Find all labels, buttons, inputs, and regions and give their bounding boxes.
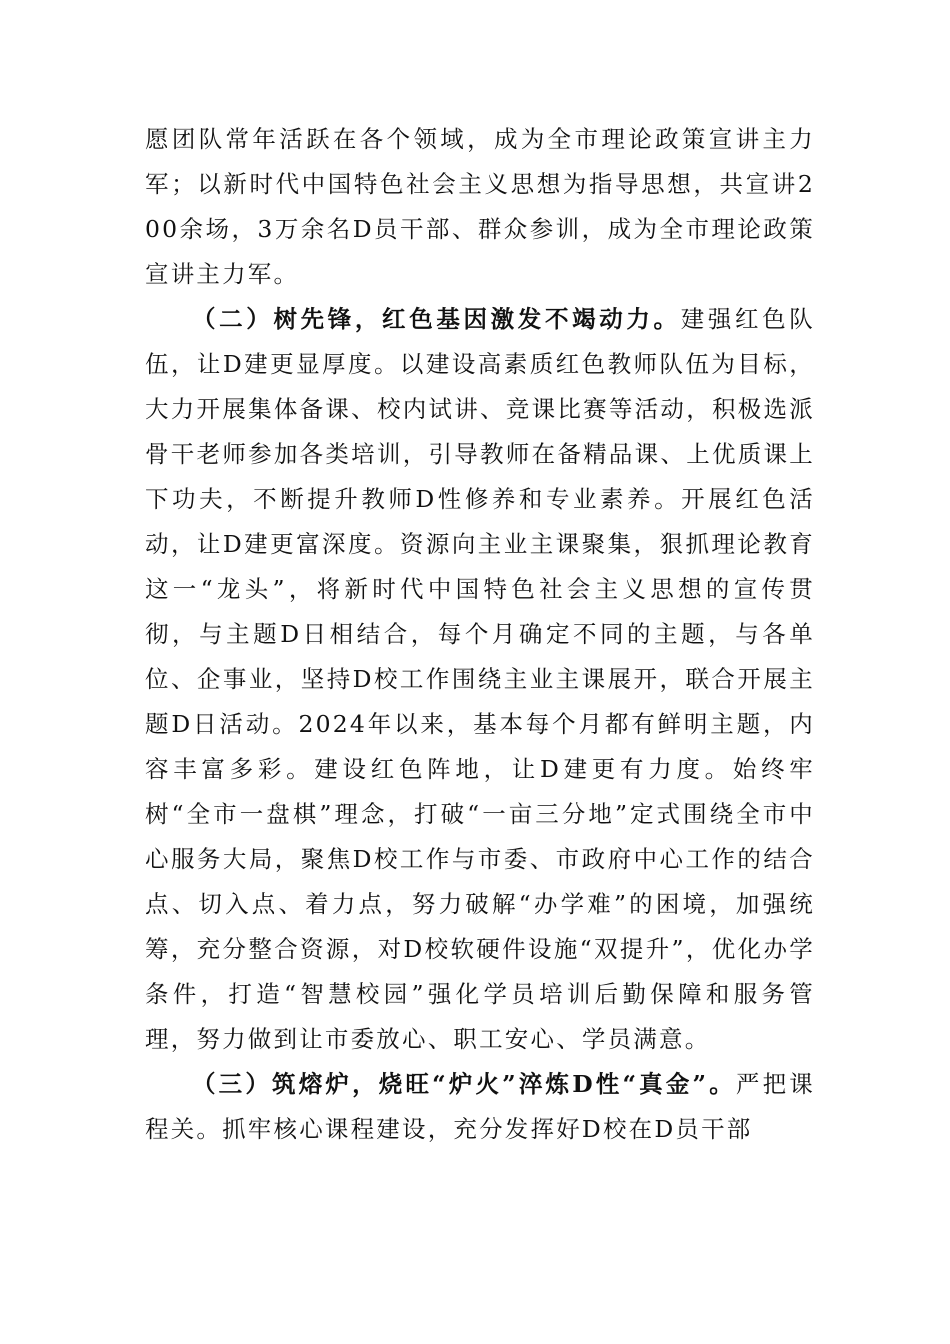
section-3-heading: （三）筑熔炉，烧旺“炉火”淬炼D性“真金”。 xyxy=(192,1070,736,1098)
section-2-text: 建强红色队伍，让D建更显厚度。以建设高素质红色教师队伍为目标，大力开展集体备课、校内试讲、竞课比赛等活动，积极选派骨干老师参加各类培训，引导教师在备精品课、上优质课上下功夫，不断提升教师D性修养和专业素养。开展红色活动，让D建更富深度。资源向主业主课聚集，狠抓理论教育这一“龙头”，将新时代中国特色社会主义思想的宣传贯彻，与主题D日相结合，每个月确定不同的主题，与各单位、企事业，坚持D校工作围绕主业主课展开，联合开展主题D日活动。2024年以来，基本每个月都有鲜明主题，内容丰富多彩。建设红色阵地，让D建更有力度。始终牢树“全市一盘棋”理念，打破“一亩三分地”定式围绕全市中心服务大局，聚焦D校工作与市委、市政府中心工作的结合点、切入点、着力点，努力破解“办学难”的困境，加强统筹，充分整合资源，对D校软硬件设施“双提升”，优化办学条件，打造“智慧校园”强化学员培训后勤保障和服务管理，努力做到让市委放心、职工安心、学员满意。 xyxy=(145,305,816,1053)
section-3-text: 严把课程关。抓牢核心课程建设，充分发挥好D校在D员干部 xyxy=(145,1070,815,1143)
paragraph-1-text: 愿团队常年活跃在各个领域，成为全市理论政策宣讲主力军；以新时代中国特色社会主义思想为指导思想，共宣讲200余场，3万余名D员干部、群众参训，成为全市理论政策宣讲主力军。 xyxy=(145,125,815,288)
paragraph-section-3 xyxy=(145,1062,815,1152)
paragraph-section-2 xyxy=(145,297,815,1062)
paragraph-continuation xyxy=(145,117,815,297)
section-2-heading: （二）树先锋，红色基因激发不竭动力。 xyxy=(192,305,681,333)
document-body xyxy=(145,117,815,1152)
